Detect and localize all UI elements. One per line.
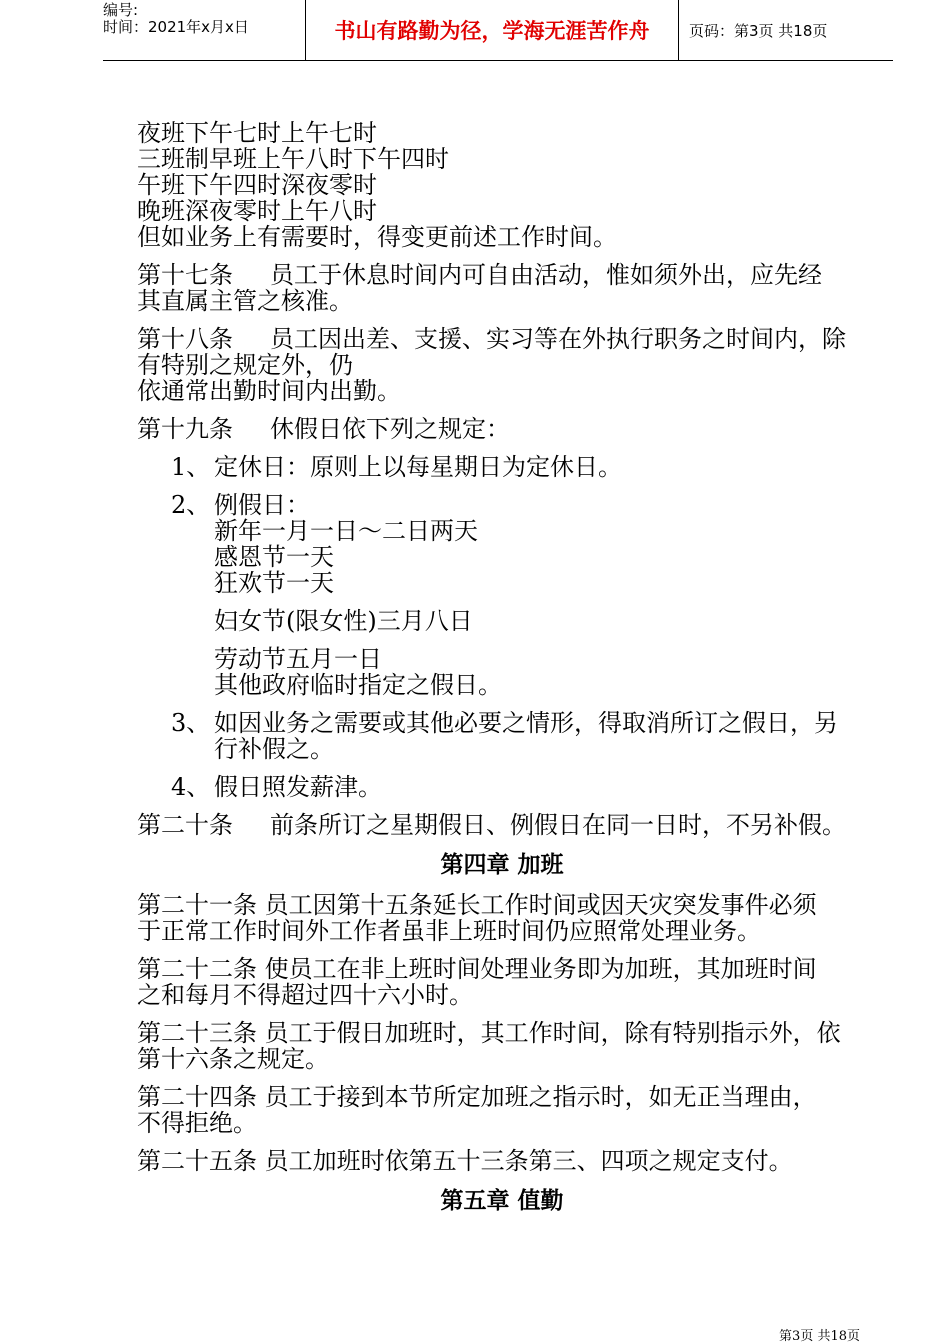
list-item: 1、 定休日：原则上以每星期日为定休日。 bbox=[171, 453, 622, 481]
shift-line: 午班下午四时深夜零时 bbox=[137, 171, 377, 199]
shift-line: 三班制早班上午八时下午四时 bbox=[137, 145, 449, 173]
article-20: 第二十条 前条所订之星期假日、例假日在同一日时，不另补假。 bbox=[137, 811, 846, 839]
list-item: 4、 假日照发薪津。 bbox=[171, 773, 382, 801]
article-17-cont: 其直属主管之核准。 bbox=[137, 287, 353, 315]
article-21-cont: 于正常工作时间外工作者虽非上班时间仍应照常处理业务。 bbox=[137, 917, 761, 945]
list-item-cont: 行补假之。 bbox=[214, 735, 334, 763]
holiday-line: 感恩节一天 bbox=[214, 543, 334, 571]
holiday-line: 其他政府临时指定之假日。 bbox=[214, 671, 502, 699]
document-body bbox=[137, 120, 867, 1216]
article-18-cont: 依通常出勤时间内出勤。 bbox=[137, 377, 401, 405]
article-25: 第二十五条 员工加班时依第五十三条第三、四项之规定支付。 bbox=[137, 1147, 793, 1175]
list-item: 3、 如因业务之需要或其他必要之情形，得取消所订之假日，另 bbox=[171, 709, 838, 737]
holiday-line: 新年一月一日～二日两天 bbox=[214, 517, 478, 545]
holiday-line: 劳动节五月一日 bbox=[214, 645, 382, 673]
shift-line: 夜班下午七时上午七时 bbox=[137, 119, 377, 147]
time-label: 时间：2021年x月x日 bbox=[103, 18, 249, 36]
article-number: 第十九条 bbox=[137, 415, 233, 443]
article-number: 第十七条 bbox=[137, 261, 233, 289]
page-footer: 第3页 共18页 bbox=[779, 1329, 860, 1344]
chapter-heading: 第四章 加班 bbox=[440, 852, 564, 878]
code-label: 编号: bbox=[103, 1, 139, 19]
article-17: 第十七条 员工于休息时间内可自由活动，惟如须外出，应先经 bbox=[137, 261, 822, 289]
article-21: 第二十一条 员工因第十五条延长工作时间或因天灾突发事件必须 bbox=[137, 891, 817, 919]
header-page-info: 页码：第3页 共18页 bbox=[689, 21, 828, 40]
page-header bbox=[103, 0, 893, 61]
article-23: 第二十三条 员工于假日加班时，其工作时间，除有特别指示外，依 bbox=[137, 1019, 841, 1047]
article-number: 第十八条 bbox=[137, 325, 233, 353]
holiday-line: 狂欢节一天 bbox=[214, 569, 334, 597]
article-23-cont: 第十六条之规定。 bbox=[137, 1045, 329, 1073]
header-motto: 书山有路勤为径，学海无涯苦作舟 bbox=[305, 0, 679, 60]
article-18: 第十八条 员工因出差、支援、实习等在外执行职务之时间内，除 bbox=[137, 325, 846, 353]
holiday-line: 妇女节(限女性)三月八日 bbox=[214, 607, 473, 635]
article-18-cont: 有特别之规定外，仍 bbox=[137, 351, 353, 379]
shift-note: 但如业务上有需要时，得变更前述工作时间。 bbox=[137, 223, 617, 251]
shift-line: 晚班深夜零时上午八时 bbox=[137, 197, 377, 225]
article-24: 第二十四条 员工于接到本节所定加班之指示时，如无正当理由， bbox=[137, 1083, 817, 1111]
article-number: 第二十条 bbox=[137, 811, 233, 839]
chapter-heading: 第五章 值勤 bbox=[440, 1188, 564, 1214]
article-19: 第十九条 休假日依下列之规定： bbox=[137, 415, 510, 443]
list-item: 2、 例假日： bbox=[171, 491, 310, 519]
article-22: 第二十二条 使员工在非上班时间处理业务即为加班，其加班时间 bbox=[137, 955, 817, 983]
article-22-cont: 之和每月不得超过四十六小时。 bbox=[137, 981, 473, 1009]
article-24-cont: 不得拒绝。 bbox=[137, 1109, 257, 1137]
header-meta bbox=[103, 0, 305, 60]
